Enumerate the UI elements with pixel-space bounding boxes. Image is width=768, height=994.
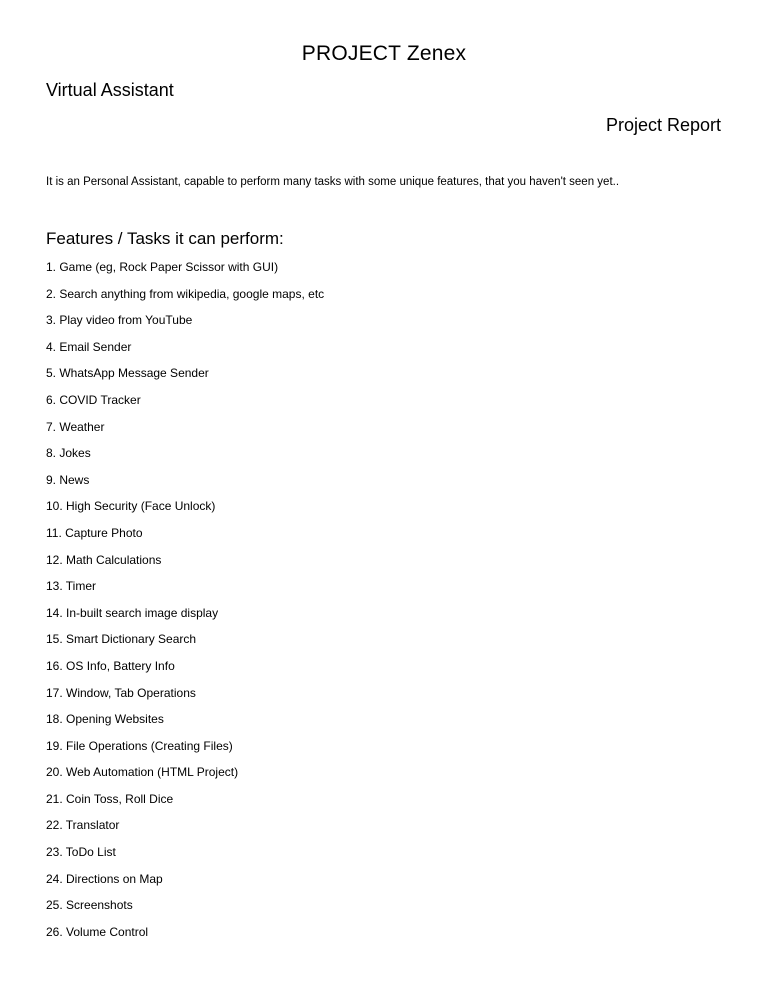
feature-item: 7. Weather [46, 419, 105, 434]
document-title: PROJECT Zenex [301, 42, 467, 65]
report-label: Project Report [605, 115, 721, 135]
feature-item: 10. High Security (Face Unlock) [46, 499, 216, 514]
feature-item: 20. Web Automation (HTML Project) [46, 765, 239, 780]
feature-item: 9. News [46, 472, 90, 487]
feature-item: 3. Play video from YouTube [46, 313, 193, 328]
document-subtitle: Virtual Assistant [46, 80, 174, 100]
feature-item: 11. Capture Photo [46, 525, 143, 540]
feature-item: 13. Timer [46, 579, 97, 594]
intro-paragraph: It is an Personal Assistant, capable to perform many tasks with some unique features, that you haven't seen yet.. [46, 176, 620, 188]
feature-item: 21. Coin Toss, Roll Dice [46, 791, 174, 806]
feature-item: 4. Email Sender [46, 339, 132, 354]
feature-item: 12. Math Calculations [46, 552, 162, 567]
feature-item: 15. Smart Dictionary Search [46, 632, 197, 647]
feature-item: 23. ToDo List [46, 845, 116, 860]
feature-item: 6. COVID Tracker [46, 392, 141, 407]
feature-item: 1. Game (eg, Rock Paper Scissor with GUI) [46, 260, 279, 274]
feature-item: 25. Screenshots [46, 898, 133, 913]
feature-item: 14. In-built search image display [46, 605, 219, 620]
feature-item: 19. File Operations (Creating Files) [46, 738, 233, 753]
feature-item: 18. Opening Websites [46, 712, 164, 727]
feature-item: 26. Volume Control [46, 924, 149, 939]
feature-item: 17. Window, Tab Operations [46, 685, 196, 700]
features-heading: Features / Tasks it can perform: [46, 229, 284, 248]
feature-item: 8. Jokes [46, 446, 91, 461]
feature-item: 2. Search anything from wikipedia, google maps, etc [46, 286, 325, 301]
feature-item: 5. WhatsApp Message Sender [46, 366, 209, 381]
feature-item: 16. OS Info, Battery Info [46, 658, 175, 673]
feature-item: 22. Translator [46, 818, 120, 833]
feature-item: 24. Directions on Map [46, 871, 163, 886]
feature-list [46, 258, 324, 949]
